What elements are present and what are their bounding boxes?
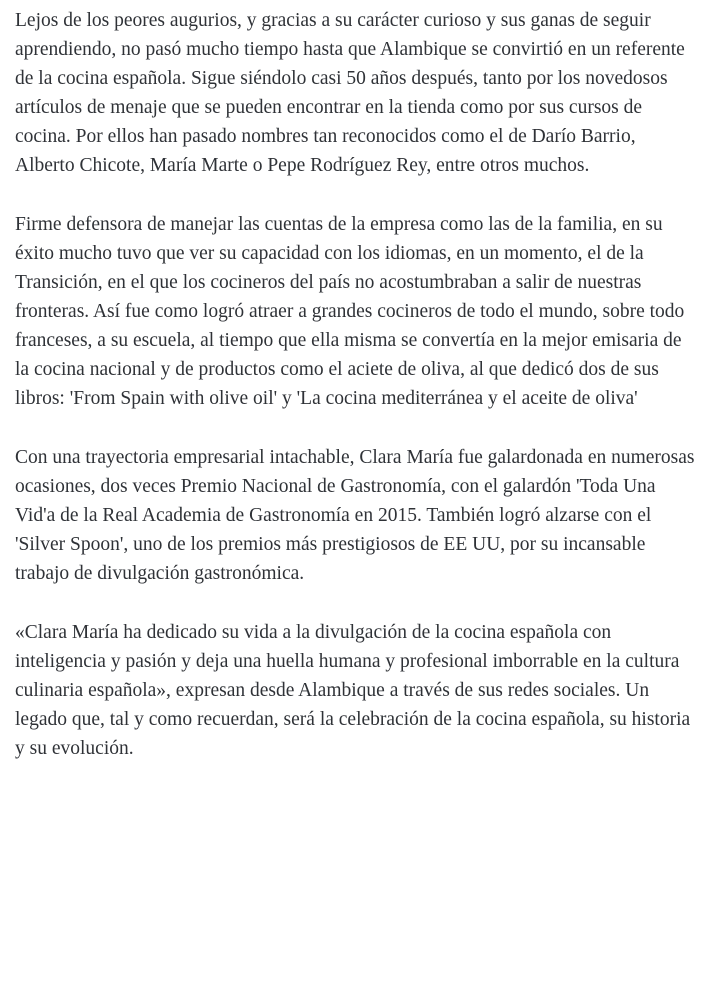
article-paragraph-3: Con una trayectoria empresarial intachable, Clara María fue galardonada en numerosas ocasiones, dos veces Premio Nacional de Gastronomía, con el galardón 'Toda Una Vid'a de la Real Academia de Gastronomía en 2015. También logró alzarse con el 'Silver Spoon', uno de los premios más prestigiosos de EE UU, por su incansable trabajo de divulgación gastronómica. <box>15 447 695 584</box>
article-paragraph-1: Lejos de los peores augurios, y gracias a su carácter curioso y sus ganas de seguir aprendiendo, no pasó mucho tiempo hasta que Alambique se convirtió en un referente de la cocina española. Sigue siéndolo casi 50 años después, tanto por los novedosos artículos de menaje que se pueden encontrar en la tienda como por sus cursos de cocina. Por ellos han pasado nombres tan reconocidos como el de Darío Barrio, Alberto Chicote, María Marte o Pepe Rodríguez Rey, entre otros muchos. <box>15 10 685 176</box>
article-paragraph-4: «Clara María ha dedicado su vida a la divulgación de la cocina española con inteligencia y pasión y deja una huella humana y profesional imborrable en la cultura culinaria española», expresan desde Alambique a través de sus redes sociales. Un legado que, tal y como recuerdan, será la celebración de la cocina española, su historia y su evolución. <box>15 622 691 759</box>
article-paragraph-2: Firme defensora de manejar las cuentas de la empresa como las de la familia, en su éxito mucho tuvo que ver su capacidad con los idiomas, en un momento, el de la Transición, en el que los cocineros del país no acostumbraban a salir de nuestras fronteras. Así fue como logró atraer a grandes cocineros de todo el mundo, sobre todo franceses, a su escuela, al tiempo que ella misma se convertía en la mejor emisaria de la cocina nacional y de productos como el aciete de oliva, al que dedicó dos de sus libros: 'From Spain with olive oil' y 'La cocina mediterránea y el aceite de oliva' <box>15 214 685 409</box>
